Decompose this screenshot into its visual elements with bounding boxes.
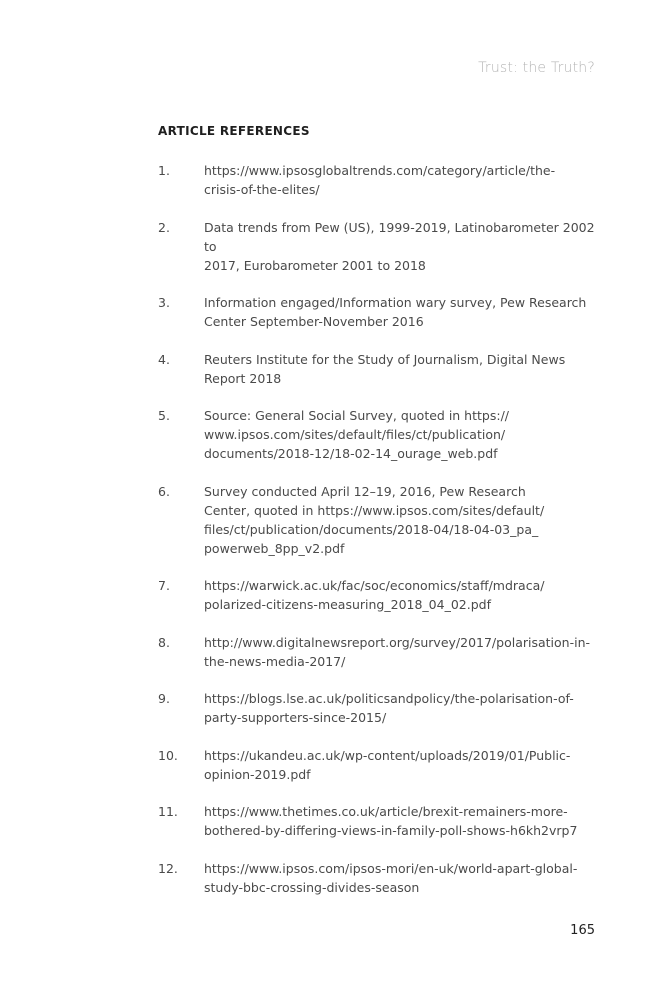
reference-number: 5. [158,408,170,423]
reference-text: Survey conducted April 12–19, 2016, Pew Research Center, quoted in https://www.ipsos.com/sites/default/ files/ct/publication/documents/2018-04/18-04-03_pa_ powerweb_8pp_v2.pdf [204,483,545,556]
reference-number: 3. [158,295,170,310]
reference-item [158,633,598,671]
reference-item [158,161,598,199]
reference-text: Source: General Social Survey, quoted in https:// www.ipsos.com/sites/default/files/ct/publication/ documents/2018-12/18-02-14_ourage_web.pdf [204,408,509,461]
reference-number: 10. [158,747,178,763]
reference-text: http://www.digitalnewsreport.org/survey/2017/polarisation-in- the-news-media-2017/ [204,634,591,669]
reference-text: Reuters Institute for the Study of Journalism, Digital News Report 2018 [204,351,566,386]
reference-item [158,859,598,897]
reference-number: 4. [158,351,170,367]
reference-text: https://www.ipsos.com/ipsos-mori/en-uk/world-apart-global- study-bbc-crossing-divides-season [204,860,578,895]
reference-item [158,350,598,388]
reference-number: 12. [158,860,178,876]
reference-item [158,482,598,558]
page-number: 165 [570,923,595,938]
reference-number: 11. [158,804,178,819]
reference-number: 6. [158,483,170,499]
reference-item [158,218,598,275]
reference-number: 9. [158,691,170,706]
reference-text: https://ukandeu.ac.uk/wp-content/uploads/2019/01/Public- opinion-2019.pdf [204,747,571,782]
reference-text: Data trends from Pew (US), 1999-2019, Latinobarometer 2002 to 2017, Eurobarometer 2001 to 2018 [204,219,595,273]
reference-item [158,746,598,784]
reference-text: https://blogs.lse.ac.uk/politicsandpolicy/the-polarisation-of- party-supporters-since-2015/ [204,691,574,725]
reference-item [158,406,598,463]
reference-item [158,689,598,727]
reference-number: 7. [158,578,170,593]
section-title: ARTICLE REFERENCES [158,124,310,138]
reference-number: 8. [158,634,170,650]
reference-text: https://warwick.ac.uk/fac/soc/economics/staff/mdraca/ polarized-citizens-measuring_2018_04_02.pdf [204,578,545,612]
reference-item [158,293,598,331]
running-header: Trust: the Truth? [478,60,595,76]
reference-text: https://www.thetimes.co.uk/article/brexit-remainers-more- bothered-by-differing-views-in-family-poll-shows-h6kh2vrp7 [204,804,578,838]
reference-number: 1. [158,163,170,178]
reference-item [158,802,598,840]
reference-number: 2. [158,219,170,235]
reference-text: https://www.ipsosglobaltrends.com/category/article/the- crisis-of-the-elites/ [204,163,556,197]
reference-item [158,576,598,614]
reference-text: Information engaged/Information wary survey, Pew Research Center September-November 2016 [204,295,587,329]
reference-list [158,161,598,915]
